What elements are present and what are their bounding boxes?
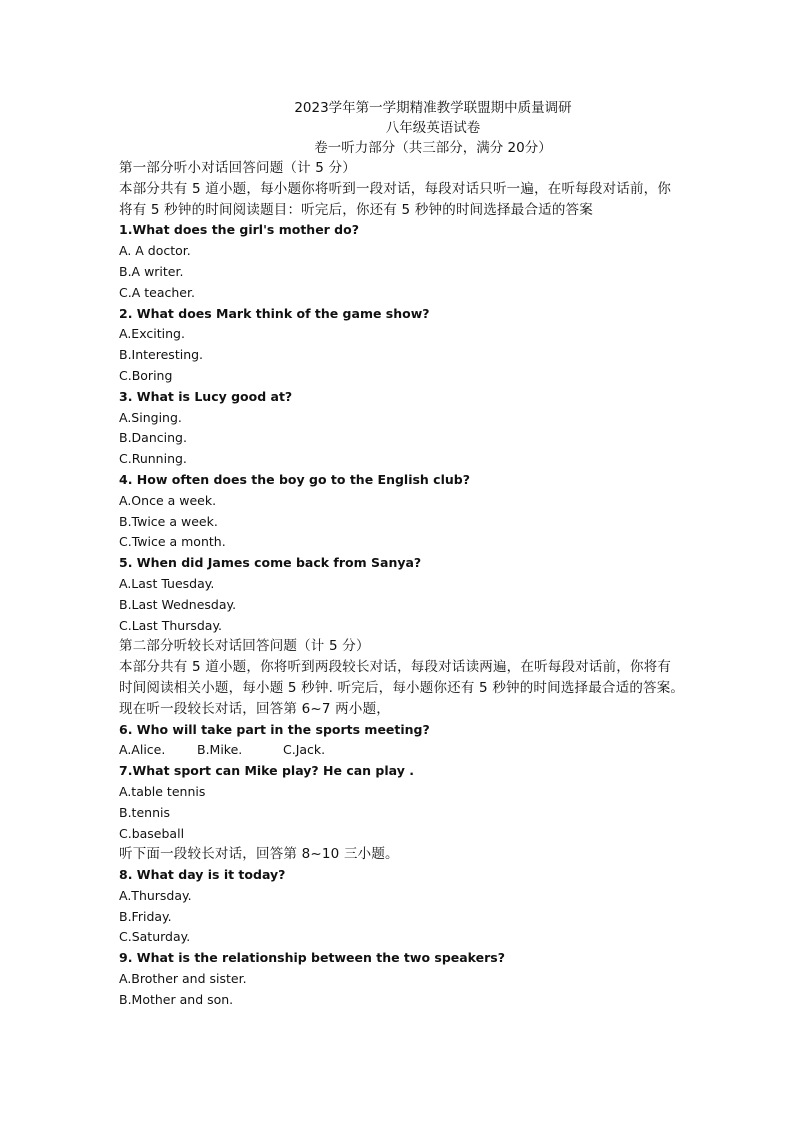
question-1: 1.What does the girl's mother do? <box>119 222 359 238</box>
q2-option-b: B.Interesting. <box>119 347 204 363</box>
question-8: 8. What day is it today? <box>119 867 286 883</box>
q8-option-c: C.Saturday. <box>119 929 191 945</box>
part2-intro-line2: 时间阅读相关小题，每小题 5 秒钟. 听完后，每小题你还有 5 秒钟的时间选择最合适的答案。 <box>119 679 685 696</box>
exam-title: 2023学年第一学期精准教学联盟期中质量调研 <box>294 100 572 116</box>
part2-intro-line3: 现在听一段较长对话，回答第 6~7 两小题， <box>119 700 390 717</box>
q7-option-b: B.tennis <box>119 804 170 820</box>
q5-option-b: B.Last Wednesday. <box>119 596 237 612</box>
exam-subtitle-grade: 八年级英语试卷 <box>385 120 481 136</box>
part2-intro-line4: 听下面一段较长对话，回答第 8~10 三小题。 <box>119 846 399 863</box>
q8-option-b: B.Friday. <box>119 908 172 924</box>
question-7: 7.What sport can Mike play? He can play . <box>119 763 414 779</box>
q7-option-a: A.table tennis <box>119 783 206 799</box>
q3-option-c: C.Running. <box>119 451 187 467</box>
q3-option-b: B.Dancing. <box>119 430 187 446</box>
q6-option-b: B.Mike. <box>197 742 243 758</box>
exam-section-title: 卷一听力部分（共三部分，满分 20分） <box>314 140 552 156</box>
q3-option-a: A.Singing. <box>119 409 182 425</box>
part1-heading: 第一部分听小对话回答问题（计 5 分） <box>119 160 356 176</box>
q5-option-c: C.Last Thursday. <box>119 617 223 633</box>
q2-option-a: A.Exciting. <box>119 326 185 342</box>
question-6: 6. Who will take part in the sports meeting? <box>119 721 430 737</box>
question-4: 4. How often does the boy go to the English club? <box>119 471 470 487</box>
question-5: 5. When did James come back from Sanya? <box>119 555 422 571</box>
q6-option-c: C.Jack. <box>283 742 326 758</box>
q9-option-b: B.Mother and son. <box>119 991 234 1007</box>
q4-option-c: C.Twice a month. <box>119 534 226 550</box>
question-2: 2. What does Mark think of the game show? <box>119 305 430 321</box>
question-3: 3. What is Lucy good at? <box>119 388 293 404</box>
part1-intro-line2: 将有 5 秒钟的时间阅读题目：听完后，你还有 5 秒钟的时间选择最合适的答案 <box>119 201 593 218</box>
q4-option-b: B.Twice a week. <box>119 513 218 529</box>
q5-option-a: A.Last Tuesday. <box>119 575 215 591</box>
q9-option-a: A.Brother and sister. <box>119 971 247 987</box>
q4-option-a: A.Once a week. <box>119 492 217 508</box>
question-9: 9. What is the relationship between the two speakers? <box>119 950 505 966</box>
part2-intro-line1: 本部分共有 5 道小题，你将听到两段较长对话，每段对话读两遍，在听每段对话前，你将有 <box>119 659 672 676</box>
q6-options <box>119 740 689 761</box>
q6-option-a: A.Alice. <box>119 742 166 758</box>
part2-heading: 第二部分听较长对话回答问题（计 5 分） <box>119 638 370 655</box>
q1-option-b: B.A writer. <box>119 263 184 279</box>
part1-intro-line1: 本部分共有 5 道小题，每小题你将听到一段对话，每段对话只听一遍，在听每段对话前，你 <box>119 180 672 197</box>
q7-option-c: C.baseball <box>119 825 185 841</box>
q8-option-a: A.Thursday. <box>119 887 192 903</box>
q1-option-a: A. A doctor. <box>119 243 191 259</box>
q2-option-c: C.Boring <box>119 367 173 383</box>
q1-option-c: C.A teacher. <box>119 284 195 300</box>
document-body <box>119 98 689 1011</box>
